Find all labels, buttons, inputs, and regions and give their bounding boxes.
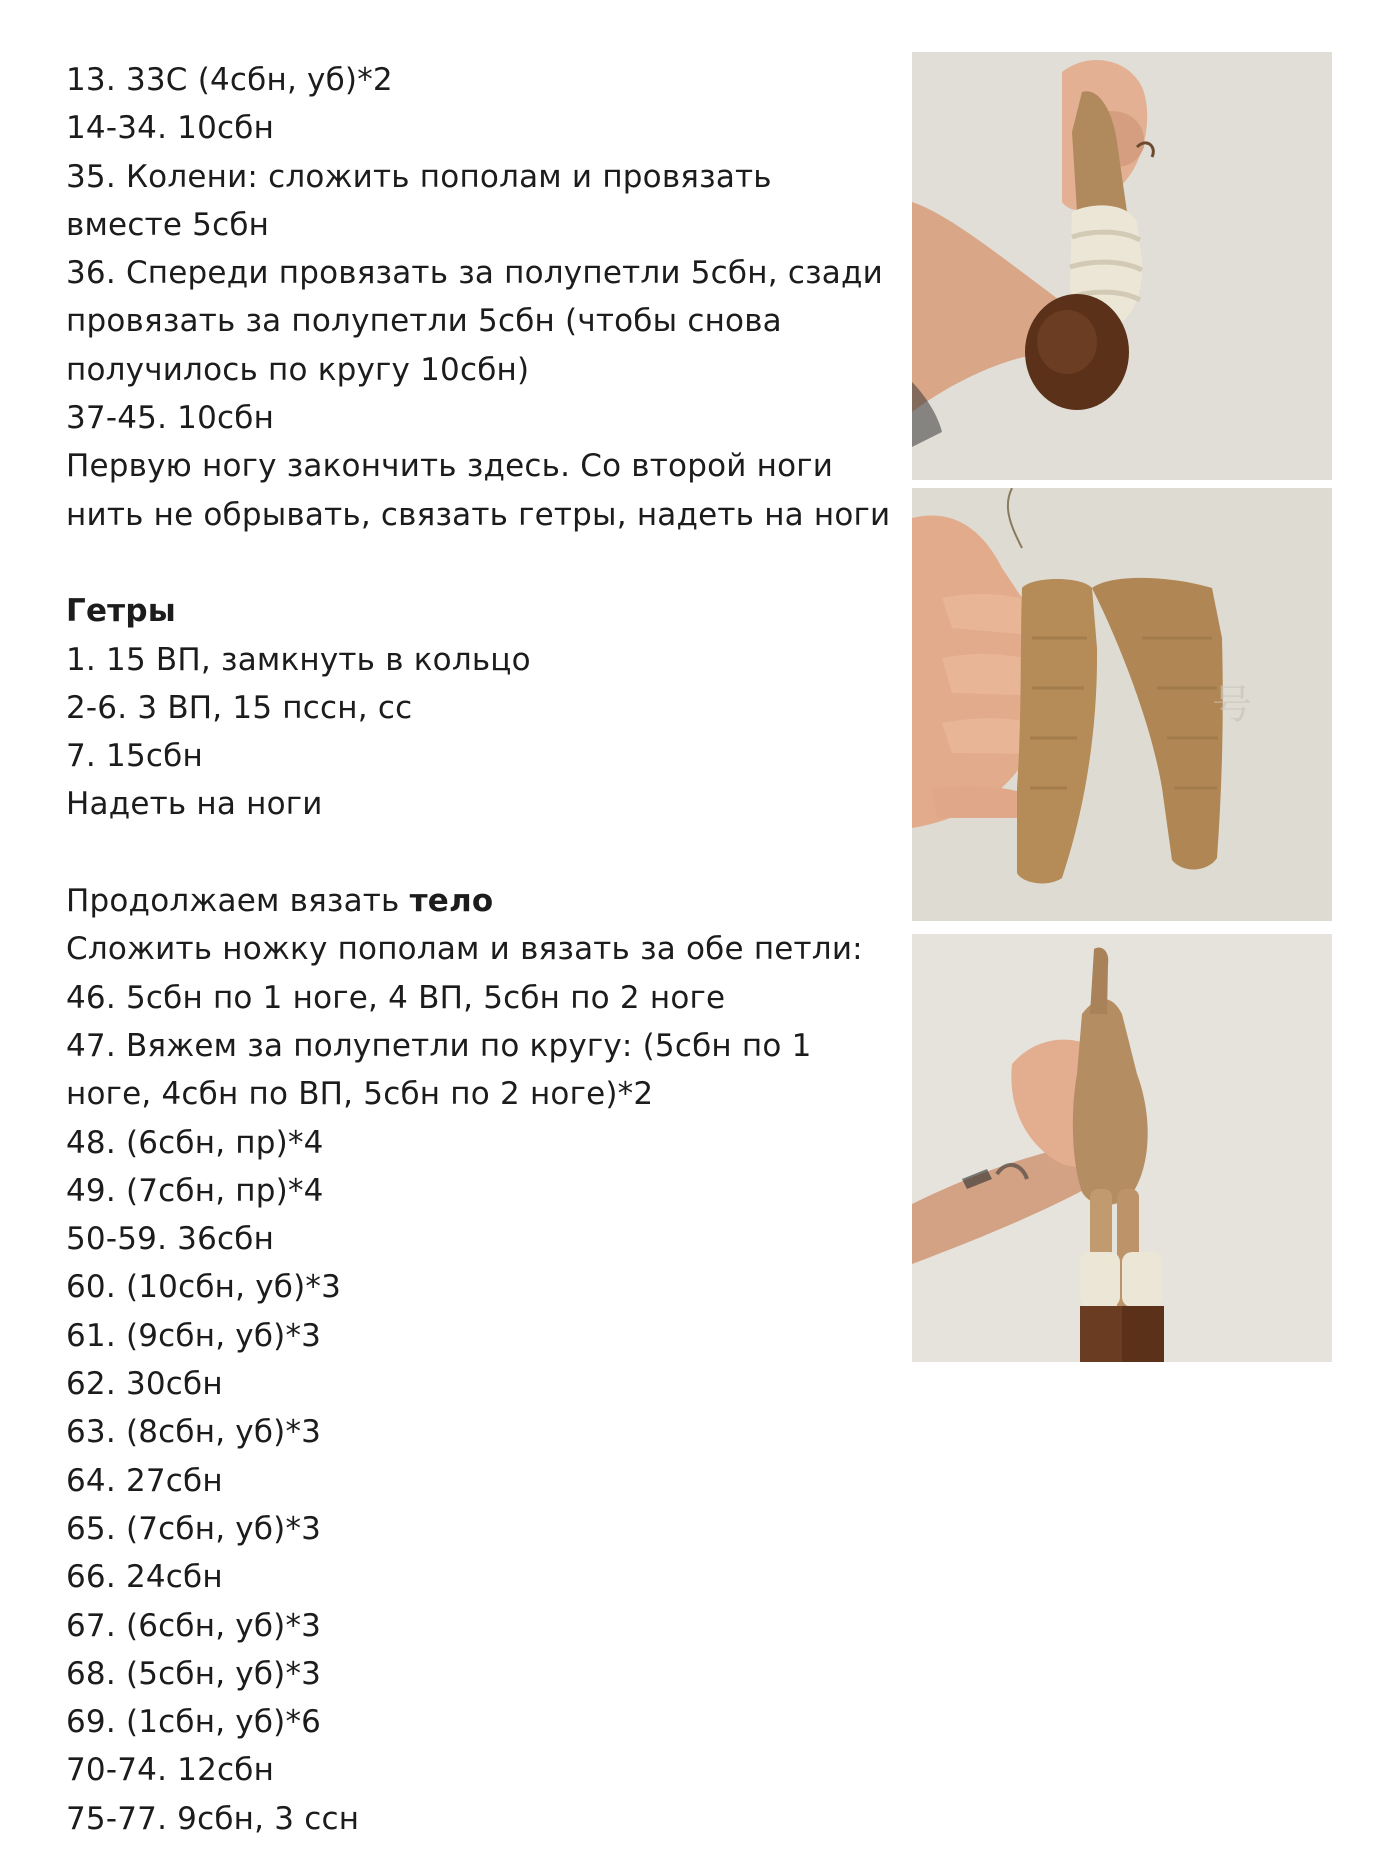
body-row: 49. (7сбн, пр)*4 [66, 1172, 324, 1209]
body-row: 70-74. 12сбн [66, 1752, 275, 1789]
body-row: 61. (9сбн, уб)*3 [66, 1317, 322, 1354]
body-row: 64. 27сбн [66, 1462, 223, 1499]
leg-row-35-cont: вместе 5сбн [66, 206, 270, 243]
body-row: Сложить ножку пополам и вязать за обе петли: [66, 931, 863, 968]
photo-doll-body-illustration [912, 934, 1332, 1362]
leg-row-35: 35. Колени: сложить пополам и провязать [66, 158, 772, 195]
body-row: 68. (5сбн, уб)*3 [66, 1655, 322, 1692]
body-row: 67. (6сбн, уб)*3 [66, 1607, 322, 1644]
body-row: 75-77. 9сбн, 3 ссн [66, 1800, 360, 1837]
leg-row-13: 13. 33С (4сбн, уб)*2 [66, 62, 393, 98]
leg-note-cont: нить не обрывать, связать гетры, надеть на ноги [66, 496, 891, 533]
body-row: 66. 24сбн [66, 1559, 223, 1596]
leg-note: Первую ногу закончить здесь. Со второй ноги [66, 448, 834, 485]
gaiters-title: Гетры [66, 593, 176, 630]
photo-two-legs-illustration [912, 488, 1332, 921]
photo-two-legs [912, 488, 1332, 921]
pattern-text [66, 56, 891, 1843]
svg-text:号: 号 [1212, 682, 1252, 728]
leg-row-36-cont2: получилось по кругу 10сбн) [66, 351, 530, 388]
body-row: ноге, 4сбн по ВП, 5сбн по 2 ноге)*2 [66, 1076, 654, 1113]
gaiters-row: 1. 15 ВП, замкнуть в кольцо [66, 641, 531, 678]
body-row: 65. (7сбн, уб)*3 [66, 1510, 322, 1547]
body-row: 46. 5сбн по 1 ноге, 4 ВП, 5сбн по 2 ноге [66, 979, 726, 1016]
gaiters-row: Надеть на ноги [66, 786, 323, 823]
leg-row-14-34: 14-34. 10сбн [66, 110, 275, 147]
photo-leg-with-gaiter [912, 52, 1332, 480]
body-row: 50-59. 36сбн [66, 1221, 275, 1258]
body-row: 63. (8сбн, уб)*3 [66, 1414, 322, 1451]
body-row: 47. Вяжем за полупетли по кругу: (5сбн по 1 [66, 1027, 812, 1064]
leg-row-36: 36. Спереди провязать за полупетли 5сбн, сзади [66, 255, 883, 292]
photo-doll-body [912, 934, 1332, 1362]
body-row: 48. (6сбн, пр)*4 [66, 1124, 324, 1161]
photo-leg-with-gaiter-illustration [912, 52, 1332, 480]
leg-row-36-cont: провязать за полупетли 5сбн (чтобы снова [66, 303, 782, 340]
leg-row-37-45: 37-45. 10сбн [66, 400, 275, 437]
body-intro: Продолжаем вязать тело [66, 883, 494, 920]
body-row: 69. (1сбн, уб)*6 [66, 1704, 322, 1741]
body-row: 62. 30сбн [66, 1366, 223, 1403]
gaiters-row: 7. 15сбн [66, 738, 203, 775]
gaiters-row: 2-6. 3 ВП, 15 пссн, сс [66, 689, 413, 726]
body-row: 60. (10сбн, уб)*3 [66, 1269, 342, 1306]
